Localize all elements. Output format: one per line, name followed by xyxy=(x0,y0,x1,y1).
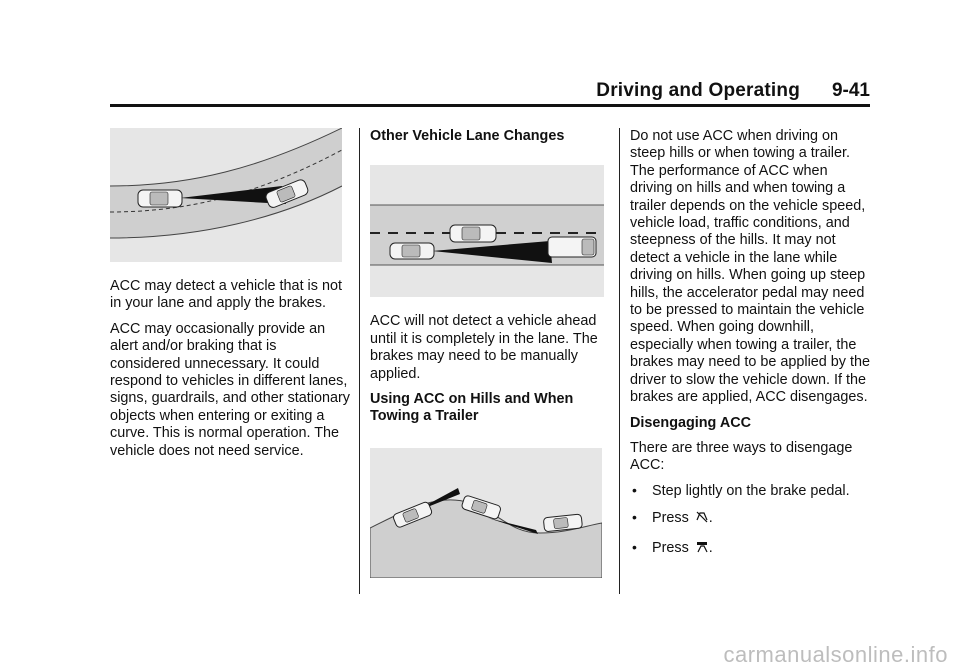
list-item-text: Press xyxy=(652,510,689,527)
column-3 xyxy=(630,128,870,569)
figure-curve-detection xyxy=(110,128,342,262)
column-1 xyxy=(110,128,350,468)
list-item xyxy=(630,510,870,529)
section-heading: Using ACC on Hills and When Towing a Trailer xyxy=(370,391,574,425)
bullet-icon: • xyxy=(632,538,637,555)
own-car xyxy=(390,243,434,259)
hills-illustration xyxy=(370,448,602,578)
paragraph: ACC will not detect a vehicle ahead until it is completely in the lane. The brakes may need to be manually applied. xyxy=(370,313,598,382)
paragraph: There are three ways to disengage ACC: xyxy=(630,439,853,474)
paragraph: ACC may detect a vehicle that is not in your lane and apply the brakes. xyxy=(110,278,342,312)
section-title: Driving and Operating xyxy=(596,80,800,101)
truck xyxy=(548,237,596,257)
paragraph: Do not use ACC when driving on steep hills or when towing a trailer. The performance of ACC when driving on hills and when towing a trailer depends on the vehicle speed, vehicle load, traffic conditions, and steepness of the hills. It may not detect a vehicle in the lane while driving on hills. When going up steep hills, the accelerator pedal may need to be pressed to maintain the vehicle speed. When going downhill, especially when towing a trailer, the brakes may need to be applied by the driver to slow the vehicle down. If the brakes are applied, ACC disengages. xyxy=(630,128,871,406)
section-heading: Disengaging ACC xyxy=(630,414,751,431)
figure-lane-change xyxy=(370,165,604,297)
merging-car xyxy=(450,225,496,242)
figure-hills xyxy=(370,448,602,578)
list-item xyxy=(630,540,870,559)
column-divider xyxy=(619,128,620,594)
column-divider xyxy=(359,128,360,594)
cruise-cancel-icon xyxy=(695,510,709,529)
curve-road-illustration xyxy=(110,128,342,262)
list-item-text: Step lightly on the brake pedal. xyxy=(652,482,850,499)
section-heading: Other Vehicle Lane Changes xyxy=(370,128,565,144)
list-item-text: Press xyxy=(652,539,689,556)
column-2 xyxy=(370,128,610,578)
punctuation: . xyxy=(708,510,713,527)
page-header xyxy=(110,80,870,102)
bullet-icon: • xyxy=(632,509,637,526)
watermark: carmanualsonline.info xyxy=(723,642,948,667)
punctuation: . xyxy=(708,539,713,556)
paragraph: ACC may occasionally provide an alert and/or braking that is considered unnecessary. It could respond to vehicles in different lanes, signs, guardrails, and other stationary objects when entering or exiting a curve. This is normal operation. The vehicle does not need service. xyxy=(110,320,350,459)
page-number: 9-41 xyxy=(831,80,870,101)
list-item xyxy=(630,483,870,500)
bullet-icon: • xyxy=(632,481,637,498)
header-rule xyxy=(110,104,870,107)
lane-change-illustration xyxy=(370,165,604,297)
bullet-list xyxy=(630,483,870,559)
cruise-set-icon xyxy=(695,540,709,559)
own-car xyxy=(138,190,182,207)
